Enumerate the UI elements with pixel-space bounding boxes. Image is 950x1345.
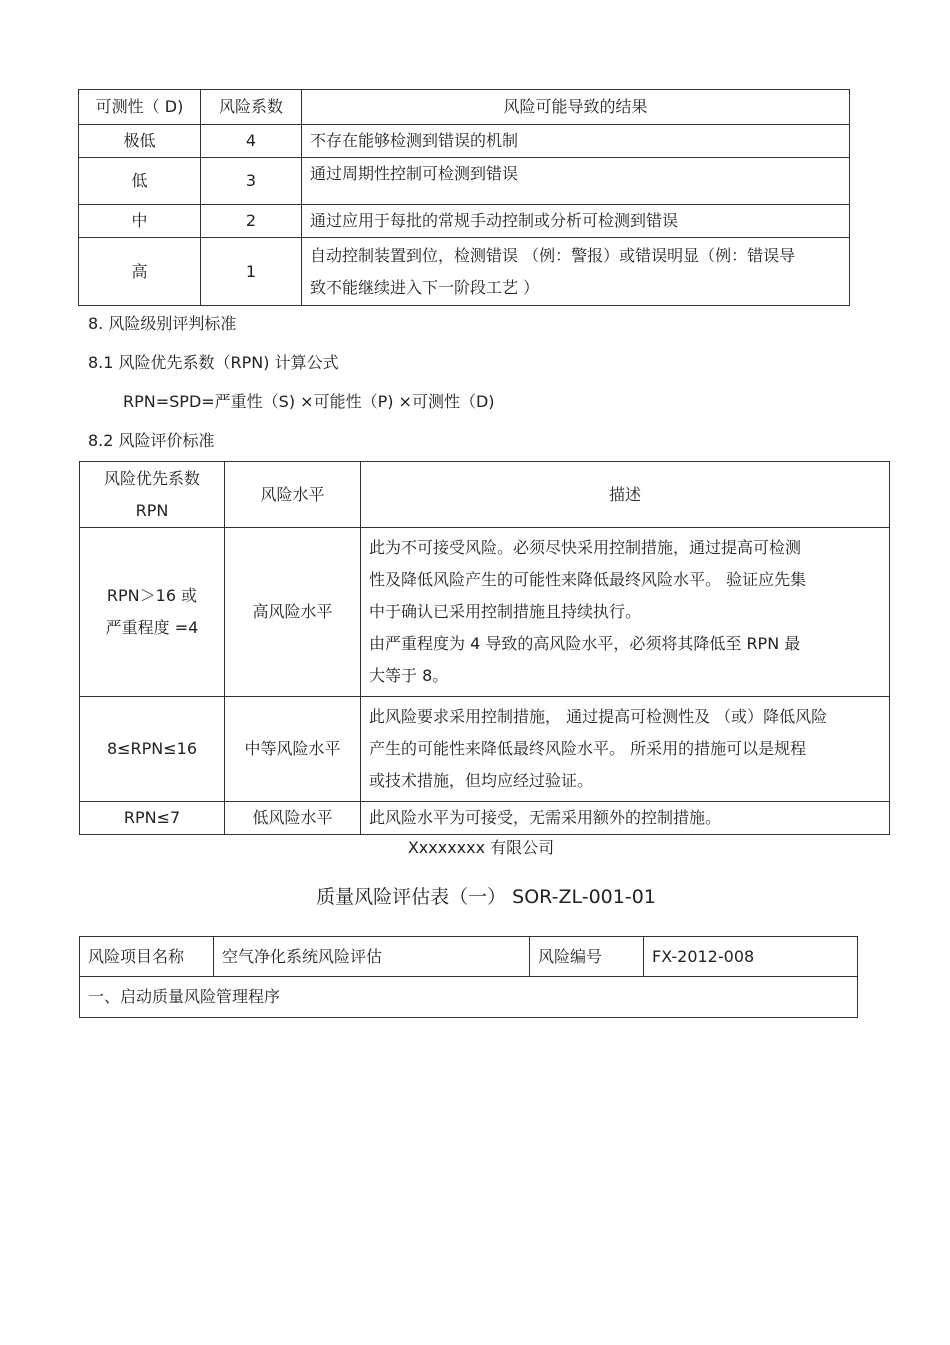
project-name-label: 风险项目名称 [80,937,214,977]
detect-level-cell: 中 [79,205,201,238]
coef-cell: 2 [201,205,302,238]
table-row [79,158,850,205]
description-line: 此风险水平为可接受，无需采用额外的控制措施。 [369,808,722,827]
description-line: 中于确认已采用控制措施且持续执行。 [369,602,642,621]
assessment-form-table [79,936,858,1018]
result-cell: 不存在能够检测到错误的机制 [302,125,850,158]
detectability-table [78,89,850,306]
table-row [79,238,850,306]
rpn-line: RPN＞16 或 [106,586,198,605]
column-header-rpn [80,462,225,528]
rpn-cell [80,528,225,697]
header-line: RPN [135,500,169,520]
coef-cell: 1 [201,238,302,306]
description-cell [361,802,890,835]
table-row [80,802,890,835]
table-row [79,125,850,158]
table-header-row [80,462,890,528]
project-name-value: 空气净化系统风险评估 [214,937,530,977]
column-header-risk-coefficient: 风险系数 [201,90,302,125]
description-line: 由严重程度为 4 导致的高风险水平，必须将其降低至 RPN 最 [369,634,801,653]
section-heading-start-qrm: 一、启动质量风险管理程序 [80,977,858,1018]
risk-code-value: FX-2012-008 [644,937,858,977]
form-title: 质量风险评估表（一） SOR-ZL-001-01 [316,886,656,908]
section-heading-8-2: 8.2 风险评价标准 [88,431,215,450]
table-row [80,937,858,977]
column-header-risk-level: 风险水平 [225,462,361,528]
rpn-cell: RPN≤7 [80,802,225,835]
result-line: 致不能继续进入下一阶段工艺 ） [310,277,540,297]
result-line: 自动控制装置到位，检测错误 （例：警报）或错误明显（例：错误导 [310,245,796,265]
description-line: 性及降低风险产生的可能性来降低最终风险水平。 验证应先集 [369,570,807,589]
section-heading-8-1: 8.1 风险优先系数（RPN) 计算公式 [88,353,339,372]
detect-level-cell: 高 [79,238,201,306]
table-row [80,697,890,802]
risk-level-cell: 中等风险水平 [225,697,361,802]
coef-cell: 3 [201,158,302,205]
table-row [80,528,890,697]
result-cell: 通过应用于每批的常规手动控制或分析可检测到错误 [302,205,850,238]
table-row [80,977,858,1018]
company-name: Xxxxxxxx 有限公司 [407,838,555,857]
description-line: 或技术措施，但均应经过验证。 [369,771,594,790]
risk-level-cell: 高风险水平 [225,528,361,697]
description-line: 此风险要求采用控制措施， 通过提高可检测性及 （或）降低风险 [369,707,828,726]
description-line: 此为不可接受风险。必须尽快采用控制措施，通过提高可检测 [369,538,802,557]
description-cell [361,697,890,802]
detect-level-cell: 极低 [79,125,201,158]
detect-level-cell: 低 [79,158,201,205]
rpn-line: 严重程度 =4 [105,618,199,637]
rpn-formula: RPN=SPD=严重性（S) ×可能性（P) ×可测性（D) [123,392,495,411]
table-row [79,205,850,238]
description-cell [361,528,890,697]
section-heading-8: 8. 风险级别评判标准 [88,314,237,333]
risk-level-cell: 低风险水平 [225,802,361,835]
risk-code-label: 风险编号 [530,937,644,977]
description-line: 大等于 8。 [369,666,449,685]
rpn-cell: 8≤RPN≤16 [80,697,225,802]
table-header-row [79,90,850,125]
header-line: 风险优先系数 [103,468,200,488]
result-cell: 通过周期性控制可检测到错误 [302,158,850,205]
risk-evaluation-table [79,461,890,835]
column-header-detectability: 可测性（ D) [79,90,201,125]
column-header-result: 风险可能导致的结果 [302,90,850,125]
description-line: 产生的可能性来降低最终风险水平。 所采用的措施可以是规程 [369,739,807,758]
coef-cell: 4 [201,125,302,158]
result-cell [302,238,850,306]
column-header-description: 描述 [361,462,890,528]
